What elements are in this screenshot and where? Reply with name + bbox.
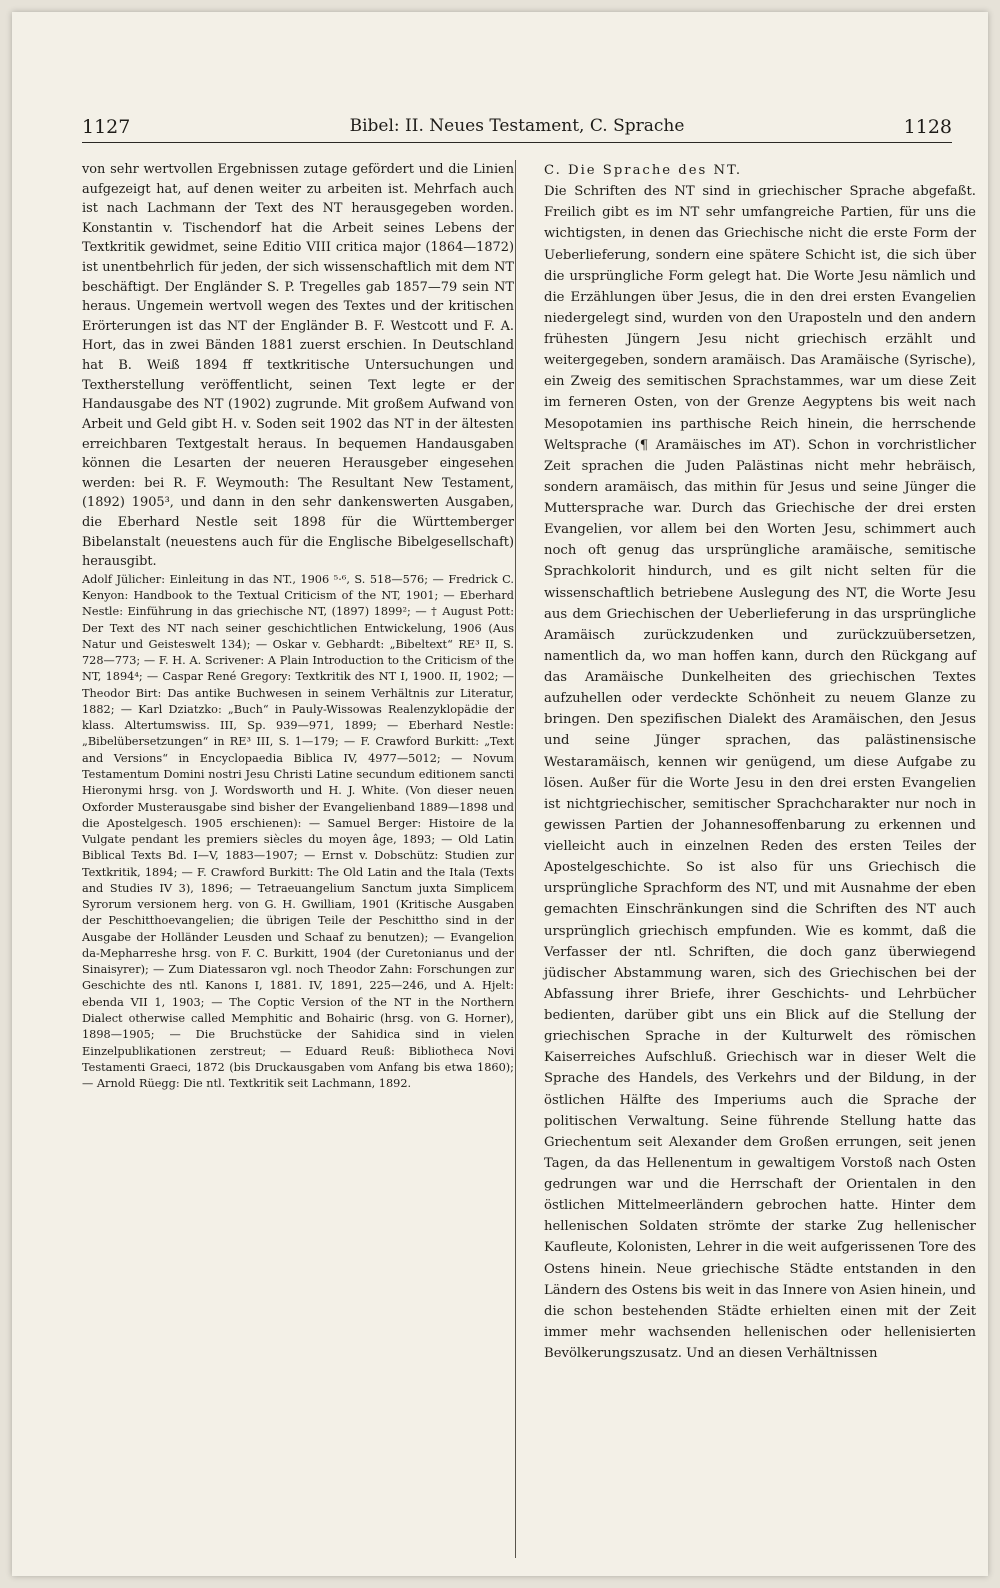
page-number-right: 1128	[903, 116, 952, 138]
section-title: C. Die Sprache des NT.	[544, 163, 743, 178]
column-divider	[515, 160, 516, 1558]
running-title: Bibel: II. Neues Testament, C. Sprache	[349, 116, 685, 136]
right-body-paragraph: Die Schriften des NT sind in griechischer Sprache abgefaßt. Freilich gibt es im NT sehr umfangreiche Partien, für uns die wichtigsten, in denen das Griechische nicht die erste Form der Ueberlieferung, sondern eine spätere Schicht ist, die sich über die ursprüngliche Form gelegt hat. Die Worte Jesu nämlich und die Erzählungen über Jesus, die in den drei ersten Evangelien niedergelegt sind, wurden von den Uraposteln und den andern frühesten Jüngern Jesu nicht griechisch erzählt und weitergegeben, sondern aramäisch. Das Aramäische (Syrische), ein Zweig des semitischen Sprachstammes, war um diese Zeit im ferneren Osten, von der Grenze Aegyptens bis weit nach Mesopotamien ins parthische Reich hinein, die herrschende Weltsprache (¶ Aramäisches im AT). Schon in vorchristlicher Zeit sprachen die Juden Palästinas nicht mehr hebräisch, sondern aramäisch, das mithin für Jesus und seine Jünger die Muttersprache war. Durch das Griechische der drei ersten Evangelien, vor allem bei den Worten Jesu, schimmert auch noch oft genug das ursprüngliche aramäische, semitische Sprachkolorit hindurch, und es gilt nicht selten für die wissenschaftlich betriebene Auslegung des NT, die Worte Jesu aus dem Griechischen der Ueberlieferung in das ursprüngliche Aramäisch zurückzudenken und zurückzuübersetzen, namentlich da, wo man hoffen kann, durch den Rückgang auf das Aramäische Dunkelheiten des griechischen Textes aufzuhellen oder verdeckte Schönheit zu neuem Glanze zu bringen. Den spezifischen Dialekt des Aramäischen, den Jesus und seine Jünger sprachen, das palästinensische Westaramäisch, kennen wir genügend, um diese Aufgabe zu lösen. Außer für die Worte Jesu in den drei ersten Evangelien ist nichtgriechischer, semitischer Sprachcharakter nur noch in gewissen Partien der Johannesoffenbarung zu erkennen und vielleicht auch in einzelnen Reden des ersten Teiles der Apostelgeschichte. So ist also für uns Griechisch die ursprüngliche Sprachform des NT, und mit Ausnahme der eben gemachten Einschränkungen sind die Schriften des NT auch ursprünglich griechisch empfunden. Wie es kommt, daß die Verfasser der ntl. Schriften, die doch ganz überwiegend jüdischer Abstammung waren, sich des Griechischen bei der Abfassung ihrer Briefe, ihrer Geschichts- und Lehrbücher bedienten, darüber gibt uns ein Blick auf die Stellung der griechischen Sprache in der Kulturwelt des römischen Kaiserreiches Aufschluß. Griechisch war in dieser Welt die Sprache des Handels, des Verkehrs und der Bildung, in der östlichen Hälfte des Imperiums auch die Sprache der politischen Verwaltung. Seine führende Stellung hatte das Griechentum seit Alexander dem Großen errungen, seit jenen Tagen, da das Hellenentum in gewaltigem Vorstoß nach Osten gedrungen war und die Herrschaft der Orientalen in den östlichen Mittelmeerländern gebrochen hatte. Hinter dem hellenischen Soldaten strömte der starke Zug hellenischer Kaufleute, Kolonisten, Lehrer in die weit aufgerissenen Tore des Ostens hinein. Neue griechische Städte entstanden in den Ländern des Ostens bis weit in das Innere von Asien hinein, und die schon bestehenden Städte erhielten einen mit der Zeit immer mehr wachsenden hellenischen oder hellenisierten Bevölkerungszusatz. Und an diesen Verhältnissen	[544, 184, 976, 1361]
running-header	[82, 108, 952, 143]
book-page	[12, 12, 988, 1576]
literature-references: Adolf Jülicher: Einleitung in das NT., 1906 ⁵·⁶, S. 518—576; — Fredrick C. Kenyon: Handbook to the Textual Criticism of the NT, 1901; — Eberhard Nestle: Einführung in das griechische NT, (1897) 1899²; — † August Pott: Der Text des NT nach seiner geschichtlichen Entwickelung, 1906 (Aus Natur und Geisteswelt 134); — Oskar v. Gebhardt: „Bibeltext“ RE³ II, S. 728—773; — F. H. A. Scrivener: A Plain Introduction to the Criticism of the NT, 1894⁴; — Caspar René Gregory: Textkritik des NT I, 1900. II, 1902; — Theodor Birt: Das antike Buchwesen in seinem Verhältnis zur Literatur, 1882; — Karl Dziatzko: „Buch“ in Pauly-Wissowas Realenzyklopädie der klass. Altertumswiss. III, Sp. 939—971, 1899; — Eberhard Nestle: „Bibelübersetzungen“ in RE³ III, S. 1—179; — F. Crawford Burkitt: „Text and Versions“ in Encyclopaedia Biblica IV, 4977—5012; — Novum Testamentum Domini nostri Jesu Christi Latine secundum editionem sancti Hieronymi hrsg. von J. Wordsworth und H. J. White. (Von dieser neuen Oxforder Musterausgabe sind bisher der Evangelienband 1889—1898 und die Apostelgesch. 1905 erschienen): — Samuel Berger: Histoire de la Vulgate pendant les premiers siècles du moyen âge, 1893; — Old Latin Biblical Texts Bd. I—V, 1883—1907; — Ernst v. Dobschütz: Studien zur Textkritik, 1894; — F. Crawford Burkitt: The Old Latin and the Itala (Texts and Studies IV 3), 1896; — Tetraeuangelium Sanctum juxta Simplicem Syrorum versionem herg. von G. H. Gwilliam, 1901 (Kritische Ausgaben der Peschitthoevangelien; die übrigen Teile der Peschittho sind in der Ausgabe der Holländer Leusden und Schaaf zu benutzen); — Evangelion da-Mepharreshe hrsg. von F. C. Burkitt, 1904 (der Curetonianus und der Sinaisyrer); — Zum Diatessaron vgl. noch Theodor Zahn: Forschungen zur Geschichte des ntl. Kanons I, 1881. IV, 1891, 225—246, und A. Hjelt: ebenda VII 1, 1903; — The Coptic Version of the NT in the Northern Dialect otherwise called Memphitic and Bohairic (hrsg. von G. Horner), 1898—1905; — Die Bruchstücke der Sahidica sind in vielen Einzelpublikationen zerstreut; — Eduard Reuß: Bibliotheca Novi Testamenti Graeci, 1872 (bis Druckausgaben vom Anfang bis etwa 1860); — Arnold Rüegg: Die ntl. Textkritik seit Lachmann, 1892.	[82, 572, 514, 1091]
left-body-paragraph: von sehr wertvollen Ergebnissen zutage gefördert und die Linien aufgezeigt hat, auf denen weiter zu arbeiten ist. Mehrfach auch ist nach Lachmann der Text des NT herausgegeben worden. Konstantin v. Tischendorf hat die Arbeit seines Lebens der Textkritik gewidmet, seine Editio VIII critica major (1864—1872) ist unentbehrlich für jeden, der sich wissenschaftlich mit dem NT beschäftigt. Der Engländer S. P. Tregelles gab 1857—79 sein NT heraus. Ungemein wertvoll wegen des Textes und der kritischen Erörterungen ist das NT der Engländer B. F. Westcott und F. A. Hort, das in zwei Bänden 1881 zuerst erschien. In Deutschland hat B. Weiß 1894 ff textkritische Untersuchungen und Textherstellung veröffentlicht, seinen Text legte er der Handausgabe des NT (1902) zugrunde. Mit großem Aufwand von Arbeit und Geld gibt H. v. Soden seit 1902 das NT in der ältesten erreichbaren Textgestalt heraus. In bequemen Handausgaben können die Lesarten der neueren Herausgeber eingesehen werden: bei R. F. Weymouth: The Resultant New Testament, (1892) 1905³, und dann in den sehr dankenswerten Ausgaben, die Eberhard Nestle seit 1898 für die Württemberger Bibelanstalt (neuestens auch für die Englische Bibelgesellschaft) herausgibt.	[82, 162, 514, 570]
page-number-left: 1127	[82, 116, 131, 138]
left-column	[82, 160, 514, 1092]
right-column	[544, 160, 976, 1364]
